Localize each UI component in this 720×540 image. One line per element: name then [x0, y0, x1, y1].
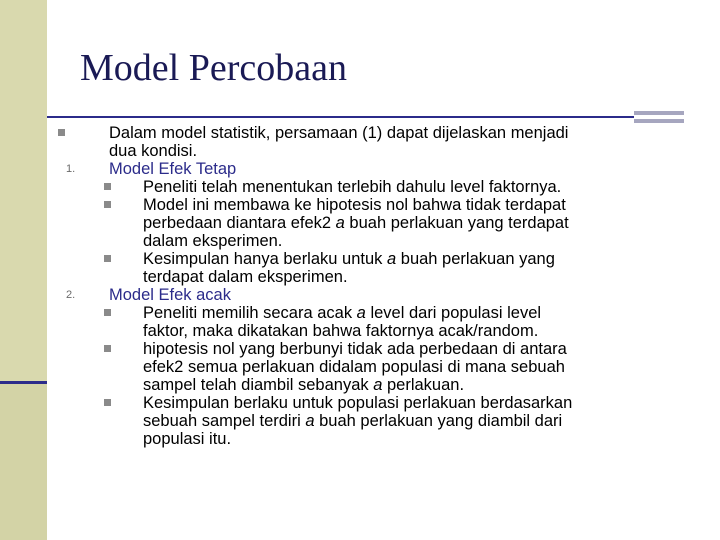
- intro-paragraph: Dalam model statistik, persamaan (1) dapat dijelaskan menjadi dua kondisi.: [0, 124, 720, 160]
- bullet-item: hipotesis nol yang berbunyi tidak ada perbedaan di antara efek2 semua perlakuan didalam populasi di mana sebuah sampel telah diambil sebanyak a perlakuan.: [0, 340, 720, 394]
- title-underline: [47, 116, 634, 118]
- section-number: 1.: [66, 163, 76, 175]
- bullet-item: Model ini membawa ke hipotesis nol bahwa tidak terdapat perbedaan diantara efek2 a buah perlakuan yang terdapat dalam eksperimen.: [0, 196, 720, 250]
- slide-body: [0, 124, 720, 448]
- text-with-italic: Kesimpulan hanya berlaku untuk a buah perlakuan yang: [143, 250, 555, 268]
- square-bullet-icon: [58, 129, 65, 136]
- bullet-item: Peneliti telah menentukan terlebih dahulu level faktornya.: [0, 178, 720, 196]
- text-with-italic: sampel telah diambil sebanyak a perlakuan.: [143, 376, 465, 394]
- section-heading-1: 1. Model Efek Tetap: [66, 160, 237, 178]
- text-with-italic: Peneliti memilih secara acak a level dari populasi level: [143, 304, 542, 322]
- bullet-item: Peneliti memilih secara acak a level dari populasi level faktor, maka dikatakan bahwa faktornya acak/random.: [0, 304, 720, 340]
- corner-accent-bar: [634, 119, 684, 123]
- square-bullet-icon: [104, 399, 111, 406]
- section-number: 2.: [66, 289, 76, 301]
- square-bullet-icon: [104, 201, 111, 208]
- square-bullet-icon: [104, 255, 111, 262]
- square-bullet-icon: [104, 345, 111, 352]
- text-with-italic: perbedaan diantara efek2 a buah perlakuan yang terdapat: [143, 214, 569, 232]
- section-heading-2: 2. Model Efek acak: [66, 286, 231, 304]
- bullet-item: Kesimpulan hanya berlaku untuk a buah perlakuan yang terdapat dalam eksperimen.: [0, 250, 720, 286]
- slide-title: Model Percobaan: [80, 47, 347, 89]
- square-bullet-icon: [104, 183, 111, 190]
- bullet-item: Kesimpulan berlaku untuk populasi perlakuan berdasarkan sebuah sampel terdiri a buah perlakuan yang diambil dari populasi itu.: [0, 394, 720, 448]
- text-with-italic: sebuah sampel terdiri a buah perlakuan yang diambil dari: [143, 412, 563, 430]
- corner-accent-bar: [634, 111, 684, 115]
- square-bullet-icon: [104, 309, 111, 316]
